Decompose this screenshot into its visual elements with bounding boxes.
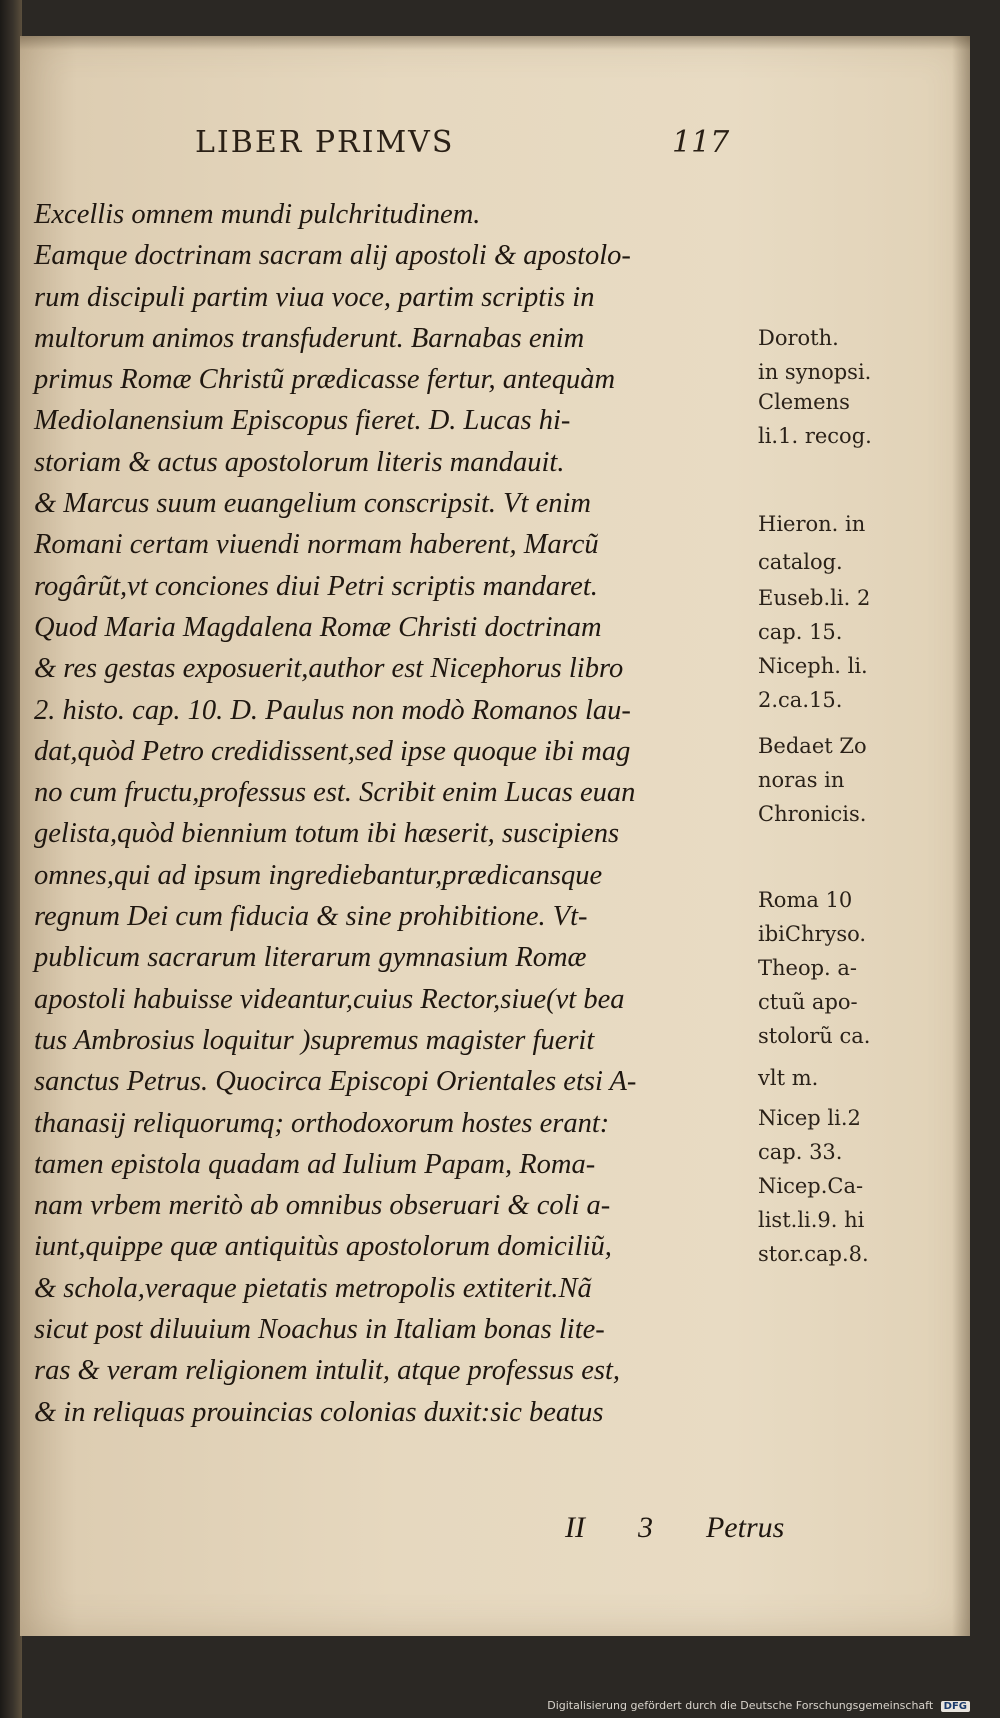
text-line: ras & veram religionem intulit, atque professus est, (34, 1355, 621, 1387)
text-line: apostoli habuisse videantur,cuius Rector,siue(vt bea (34, 983, 625, 1015)
text-line: multorum animos transfuderunt. Barnabas enim (34, 322, 585, 354)
signature-number: 3 (637, 1511, 653, 1544)
margin-note: Doroth. (758, 326, 839, 350)
funding-credit: Digitalisierung gefördert durch die Deutsche Forschungsgemeinschaft (547, 1699, 934, 1712)
catchword-line (565, 1511, 784, 1545)
text-line: tus Ambrosius loquitur )supremus magister fuerit (34, 1024, 595, 1056)
text-line: & Marcus suum euangelium conscripsit. Vt enim (34, 488, 592, 520)
margin-note: Nicep.Ca- (758, 1174, 864, 1198)
margin-note: ibiChryso. (758, 922, 867, 946)
digitization-footer (547, 1699, 970, 1712)
text-line: no cum fructu,professus est. Scribit enim Lucas euan (34, 777, 636, 809)
text-line: Quod Maria Magdalena Romæ Christi doctrinam (34, 611, 602, 643)
text-line: Excellis omnem mundi pulchritudinem. (34, 199, 481, 230)
margin-note: Nicep li.2 (758, 1106, 861, 1130)
margin-note: stor.cap.8. (758, 1242, 869, 1266)
text-line: thanasij reliquorumq; orthodoxorum hostes erant: (34, 1107, 610, 1139)
catchword: Petrus (705, 1511, 785, 1544)
margin-note: cap. 33. (758, 1140, 843, 1164)
text-line: Mediolanensium Episcopus fieret. D. Lucas hi- (34, 405, 571, 437)
text-line: rogârũt,vt conciones diui Petri scriptis mandaret. (34, 570, 598, 602)
text-line: nam vrbem meritò ab omnibus obseruari & coli a- (34, 1190, 611, 1222)
margin-note: Niceph. li. (758, 654, 868, 678)
margin-note: Hieron. in (758, 512, 866, 536)
margin-note: ctuũ apo- (758, 990, 858, 1014)
text-line: Romani certam viuendi normam haberent, Marcũ (34, 529, 599, 561)
margin-note: Theop. a- (758, 956, 858, 980)
text-line: gelista,quòd biennium totum ibi hæserit, suscipiens (34, 818, 620, 850)
text-line: sicut post diluuium Noachus in Italiam bonas lite- (34, 1314, 605, 1346)
book-edge (0, 0, 22, 1718)
page-shadow-top (20, 36, 970, 50)
text-line: rum discipuli partim viua voce, partim scriptis in (34, 281, 595, 313)
margin-note: in synopsi. (758, 360, 872, 384)
margin-note: list.li.9. hi (758, 1208, 865, 1232)
margin-note: vlt m. (758, 1066, 819, 1090)
margin-note: Clemens (758, 390, 850, 414)
text-line: tamen epistola quadam ad Iulium Papam, Roma- (34, 1148, 596, 1180)
margin-note: li.1. recog. (758, 424, 872, 448)
text-line: regnum Dei cum fiducia & sine prohibitione. Vt- (34, 901, 588, 933)
text-line: storiam & actus apostolorum literis mandauit. (34, 446, 565, 478)
dfg-logo: DFG (941, 1701, 970, 1712)
text-line: primus Romæ Christũ prædicasse fertur, antequàm (34, 364, 616, 396)
margin-note: stolorũ ca. (758, 1024, 871, 1048)
main-text-block (34, 194, 754, 1433)
margin-note: catalog. (758, 550, 843, 574)
text-line: 2. histo. cap. 10. D. Paulus non modò Romanos lau- (34, 694, 631, 726)
margin-note: 2.ca.15. (758, 688, 843, 712)
margin-note: Roma 10 (758, 888, 853, 912)
margin-note: cap. 15. (758, 620, 843, 644)
page-shadow-right (952, 36, 970, 1636)
book-page (20, 36, 970, 1636)
text-line: publicum sacrarum literarum gymnasium Romæ (34, 942, 587, 974)
text-line: dat,quòd Petro credidissent,sed ipse quoque ibi mag (34, 735, 631, 767)
text-line: sanctus Petrus. Quocirca Episcopi Orientales etsi A- (34, 1066, 637, 1098)
signature-mark: II (565, 1511, 585, 1544)
text-line: iunt,quippe quæ antiquitùs apostolorum domiciliũ, (34, 1231, 612, 1263)
margin-note: Bedaet Zo (758, 734, 867, 758)
margin-note: Euseb.li. 2 (758, 586, 871, 610)
text-line: & schola,veraque pietatis metropolis extiterit.Nã (34, 1272, 592, 1304)
text-line: omnes,qui ad ipsum ingrediebantur,prædicansque (34, 859, 603, 891)
running-title: LIBER PRIMVS (195, 125, 455, 160)
margin-note: Chronicis. (758, 802, 867, 826)
folio-number: 117 (672, 125, 730, 160)
text-line: Eamque doctrinam sacram alij apostoli & apostolo- (34, 240, 631, 272)
text-line: & in reliquas prouincias colonias duxit:sic beatus (34, 1396, 604, 1428)
margin-note: noras in (758, 768, 845, 792)
text-line: & res gestas exposuerit,author est Nicephorus libro (34, 653, 624, 685)
